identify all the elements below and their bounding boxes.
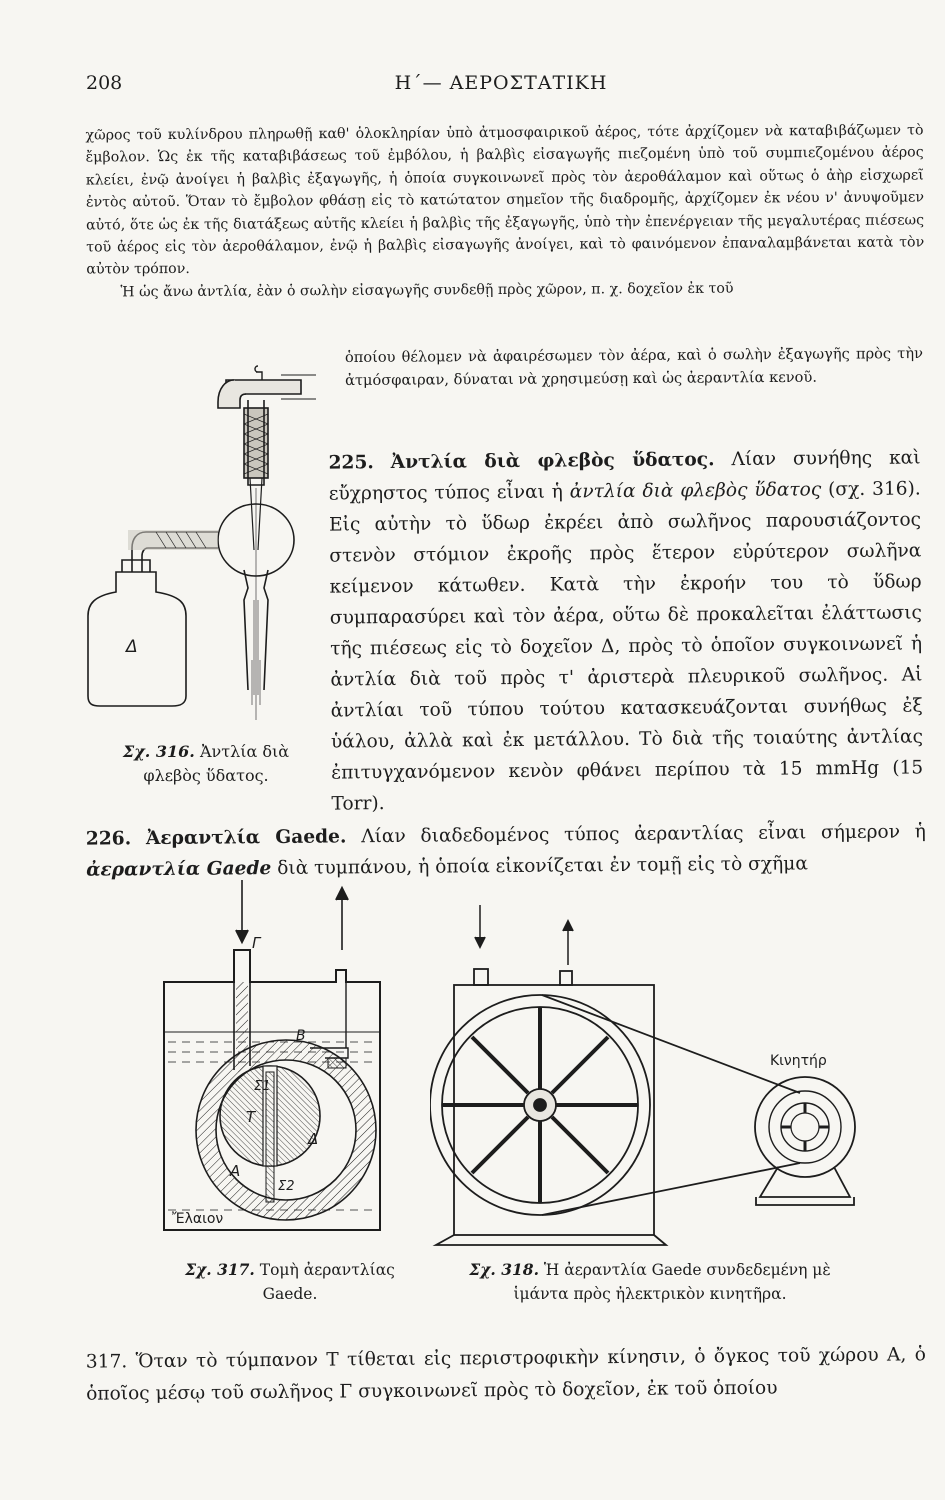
top-paragraph	[85, 119, 924, 303]
section-226-body: διὰ τυμπάνου, ἡ ὁποία εἰκονίζεται ἐν τομῇ εἰς τὸ σχῆμα	[277, 853, 808, 879]
section-226-intro: Λίαν διαδεδομένος τύπος ἀεραντλίας εἶναι σήμερον ἡ	[361, 821, 926, 848]
figure-316-caption-text: Ἀντλία διὰ φλεβὸς ὕδατος.	[143, 742, 290, 785]
figure-317-caption	[160, 1258, 420, 1306]
figure-318-gaede-with-motor	[430, 905, 860, 1255]
label-beta: B	[296, 1028, 306, 1044]
figure-318-caption-text: Ἡ ἀεραντλία Gaede συνδεδεμένη μὲ ἱμάντα πρὸς ἠλεκτρικὸν κινητῆρα.	[513, 1261, 831, 1303]
footnote-text: Ὅταν τὸ τύμπανον Τ τίθεται εἰς περιστροφικὴν κίνησιν, ὁ ὄγκος τοῦ χώρου Α, ὁ ὁποῖος μέσῳ τοῦ σωλῆνος Γ συγκοινωνεῖ πρὸς τὸ δοχεῖον, ἐκ τοῦ ὁποίου	[86, 1344, 926, 1405]
section-226-title: Ἀεραντλία Gaede.	[145, 826, 347, 850]
section-225-body: (σχ. 316). Εἰς αὐτὴν τὸ ὕδωρ ἐκρέει ἀπὸ σωλῆνος παρουσιάζοντος στενὸν στόμιον ἐκροῆς πρὸς ἕτερον εὐρύτερον σωλῆνα κείμενον κάτωθεν. Κατὰ τὴν ἐκροήν του τὸ ὕδωρ συμπαρασύρει καὶ τὸν ἀέρα, οὕτω δὲ προκαλεῖται ἐλάττωσις τῆς πιέσεως εἰς τὸ δοχεῖον Δ, πρὸς τὸ ὁποῖον συγκοινωνεῖ ἡ ἀντλία διὰ τοῦ πρὸς τ' ἀριστερὰ πλευρικοῦ σωλῆνος. Αἱ ἀντλίαι τοῦ τύπου τούτου κατασκευάζονται συνήθως ἐξ ὑάλου, ἀλλὰ καὶ ἐκ μετάλλου. Τὸ διὰ τῆς τοιαύτης ἀντλίας ἐπιτυγχανόμενον κενὸν φθάνει περίπου τὰ 15 mmHg (15 Torr).	[328, 478, 924, 815]
label-delta: Δ	[308, 1130, 319, 1148]
section-225-term: ἀντλία διὰ φλεβὸς ὕδατος	[569, 479, 822, 503]
paragraph-continuation: χῶρος τοῦ κυλίνδρου πληρωθῇ καθ' ὁλοκληρίαν ὑπὸ ἀτμοσφαιρικοῦ ἀέρος, τότε ἀρχίζομεν νὰ καταβιβάζωμεν τὸ ἔμβολον. Ὡς ἐκ τῆς καταβιβάσεως τοῦ ἐμβόλου, ἡ βαλβὶς εἰσαγωγῆς πιεζομένη ὑπὸ τοῦ συμπιεζομένου ἀέρος κλείει, ἐνῷ ἀνοίγει ἡ βαλβὶς ἐξαγωγῆς, ἡ ὁποία συγκοινωνεῖ πρὸς τὸν ἀεροθάλαμον καὶ οὕτως ὁ ἀὴρ εἰσχωρεῖ ἐντὸς αὐτοῦ. Ὅταν τὸ ἔμβολον φθάσῃ εἰς τὸ κατώτατον σημεῖον τῆς διαδρομῆς, ἀρχίζομεν ἐκ νέου ν' ἀνυψοῦμεν αὐτό, ὅτε ὡς ἐκ τῆς διατάξεως αὐτῆς κλείει ἡ βαλβὶς τῆς ἐξαγωγῆς, ὑπὸ τὴν ἐπενέργειαν τῆς μεγαλυτέρας πιέσεως τοῦ ἀέρος εἰς τὸν ἀεροθάλαμον, ἐνῷ ἡ βαλβὶς εἰσαγωγῆς ἀνοίγει, καὶ τὸ φαινόμενον ἐπαναλαμβάνεται κατὰ τὸν αὐτὸν τρόπον.	[85, 122, 925, 278]
paragraph-pump-usage: Ἡ ὡς ἄνω ἀντλία, ἐὰν ὁ σωλὴν εἰσαγωγῆς συνδεθῇ πρὸς χῶρον, π. χ. δοχεῖον ἐκ τοῦ	[120, 280, 734, 301]
label-alpha: Α	[230, 1162, 241, 1180]
figure-316-label: Σχ. 316.	[122, 742, 195, 761]
vessel-delta-label: Δ	[126, 637, 138, 657]
section-225-number: 225.	[328, 452, 374, 474]
label-tau: Τ	[246, 1108, 256, 1126]
footnote	[86, 1339, 927, 1410]
motor-label: Κινητήρ	[770, 1053, 827, 1069]
label-oil: Ἔλαιον	[172, 1211, 224, 1227]
page-number: 208	[86, 72, 123, 94]
section-225-title: Ἀντλία διὰ φλεβὸς ὕδατος.	[390, 449, 715, 474]
footnote-number: 317.	[85, 1351, 128, 1373]
running-title: Η΄— ΑΕΡΟΣΤΑΤΙΚΗ	[394, 72, 608, 94]
figure-317-caption-text: Τομὴ ἀεραντλίας Gaede.	[259, 1261, 395, 1303]
figure-317-gaede-section	[150, 880, 385, 1240]
label-sigma2: Σ2	[278, 1179, 295, 1194]
section-225	[328, 442, 923, 819]
figure-317-label: Σχ. 317.	[185, 1260, 255, 1279]
label-sigma1: Σ1	[254, 1079, 271, 1094]
section-226-term: ἀεραντλία Gaede	[86, 858, 272, 881]
section-226	[86, 816, 927, 885]
figure-318-label: Σχ. 318.	[469, 1260, 539, 1279]
section-225-intro: Λίαν συνήθης καὶ εὔχρηστος τύπος εἶναι ἡ	[328, 447, 921, 505]
page-header	[86, 72, 916, 102]
section-226-number: 226.	[85, 828, 132, 850]
figure-316-caption	[96, 740, 316, 788]
label-gamma: Γ	[252, 934, 261, 952]
paragraph-pump-usage-continued: ὁποίου θέλομεν νὰ ἀφαιρέσωμεν τὸν ἀέρα, καὶ ὁ σωλὴν ἐξαγωγῆς πρὸς τὴν ἀτμόσφαιραν, δύναται νὰ χρησιμεύσῃ καὶ ὡς ἀεραντλία κενοῦ.	[344, 344, 923, 389]
figure-316-water-jet-pump	[86, 360, 326, 740]
figure-318-caption	[440, 1258, 860, 1306]
